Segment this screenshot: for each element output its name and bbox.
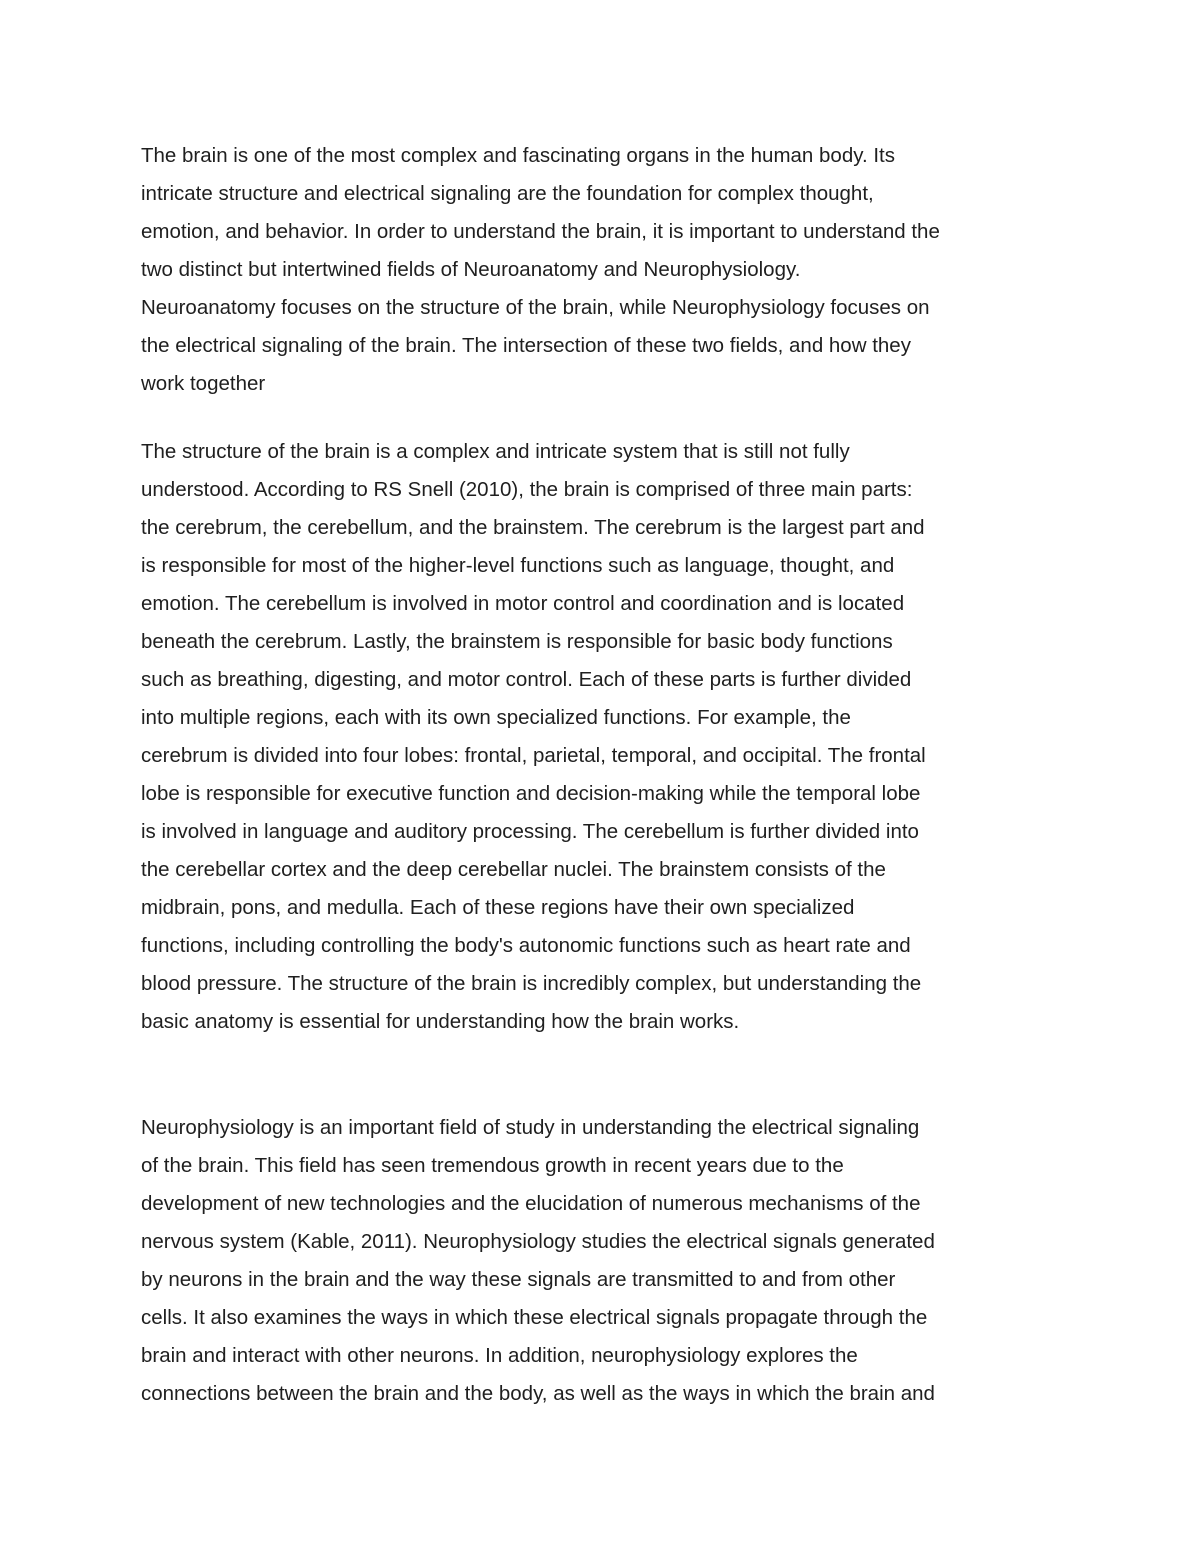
- text-line: beneath the cerebrum. Lastly, the brainstem is responsible for basic body functions: [141, 630, 893, 653]
- text-line: is responsible for most of the higher-level functions such as language, thought, and: [141, 554, 895, 577]
- text-line: understood. According to RS Snell (2010), the brain is comprised of three main parts:: [141, 478, 913, 501]
- text-line: The structure of the brain is a complex and intricate system that is still not fully: [141, 440, 850, 463]
- text-line: Neurophysiology is an important field of study in understanding the electrical signaling: [141, 1116, 920, 1139]
- text-line: functions, including controlling the body's autonomic functions such as heart rate and: [141, 934, 911, 957]
- text-line: brain and interact with other neurons. In addition, neurophysiology explores the: [141, 1344, 858, 1367]
- text-line: intricate structure and electrical signaling are the foundation for complex thought,: [141, 182, 874, 205]
- text-line: of the brain. This field has seen tremendous growth in recent years due to the: [141, 1154, 844, 1177]
- text-line: by neurons in the brain and the way these signals are transmitted to and from other: [141, 1268, 896, 1291]
- text-line: lobe is responsible for executive function and decision-making while the temporal lobe: [141, 782, 921, 805]
- text-line: the cerebrum, the cerebellum, and the brainstem. The cerebrum is the largest part and: [141, 516, 925, 539]
- text-line: connections between the brain and the body, as well as the ways in which the brain and: [141, 1382, 935, 1405]
- text-line: two distinct but intertwined fields of Neuroanatomy and Neurophysiology.: [141, 258, 801, 281]
- text-line: cells. It also examines the ways in which these electrical signals propagate through the: [141, 1306, 928, 1329]
- text-line: the electrical signaling of the brain. The intersection of these two fields, and how they: [141, 334, 911, 357]
- text-line: midbrain, pons, and medulla. Each of these regions have their own specialized: [141, 896, 855, 919]
- text-line: The brain is one of the most complex and fascinating organs in the human body. Its: [141, 144, 895, 167]
- text-line: cerebrum is divided into four lobes: frontal, parietal, temporal, and occipital. The frontal: [141, 744, 926, 767]
- text-line: into multiple regions, each with its own specialized functions. For example, the: [141, 706, 851, 729]
- text-line: such as breathing, digesting, and motor control. Each of these parts is further divided: [141, 668, 912, 691]
- text-line: work together: [141, 372, 266, 395]
- text-line: emotion. The cerebellum is involved in motor control and coordination and is located: [141, 592, 905, 615]
- text-line: development of new technologies and the elucidation of numerous mechanisms of the: [141, 1192, 921, 1215]
- text-line: Neuroanatomy focuses on the structure of the brain, while Neurophysiology focuses on: [141, 296, 930, 319]
- document-body: [141, 137, 1081, 1413]
- paragraph-introduction: [141, 137, 1081, 403]
- text-line: blood pressure. The structure of the brain is incredibly complex, but understanding the: [141, 972, 922, 995]
- text-line: emotion, and behavior. In order to understand the brain, it is important to understand the: [141, 220, 940, 243]
- text-line: basic anatomy is essential for understanding how the brain works.: [141, 1010, 740, 1033]
- paragraph-neurophysiology: [141, 1109, 1081, 1413]
- paragraph-brain-structure: [141, 433, 1081, 1041]
- text-line: the cerebellar cortex and the deep cerebellar nuclei. The brainstem consists of the: [141, 858, 886, 881]
- text-line: nervous system (Kable, 2011). Neurophysiology studies the electrical signals generated: [141, 1230, 935, 1253]
- text-line: is involved in language and auditory processing. The cerebellum is further divided into: [141, 820, 919, 843]
